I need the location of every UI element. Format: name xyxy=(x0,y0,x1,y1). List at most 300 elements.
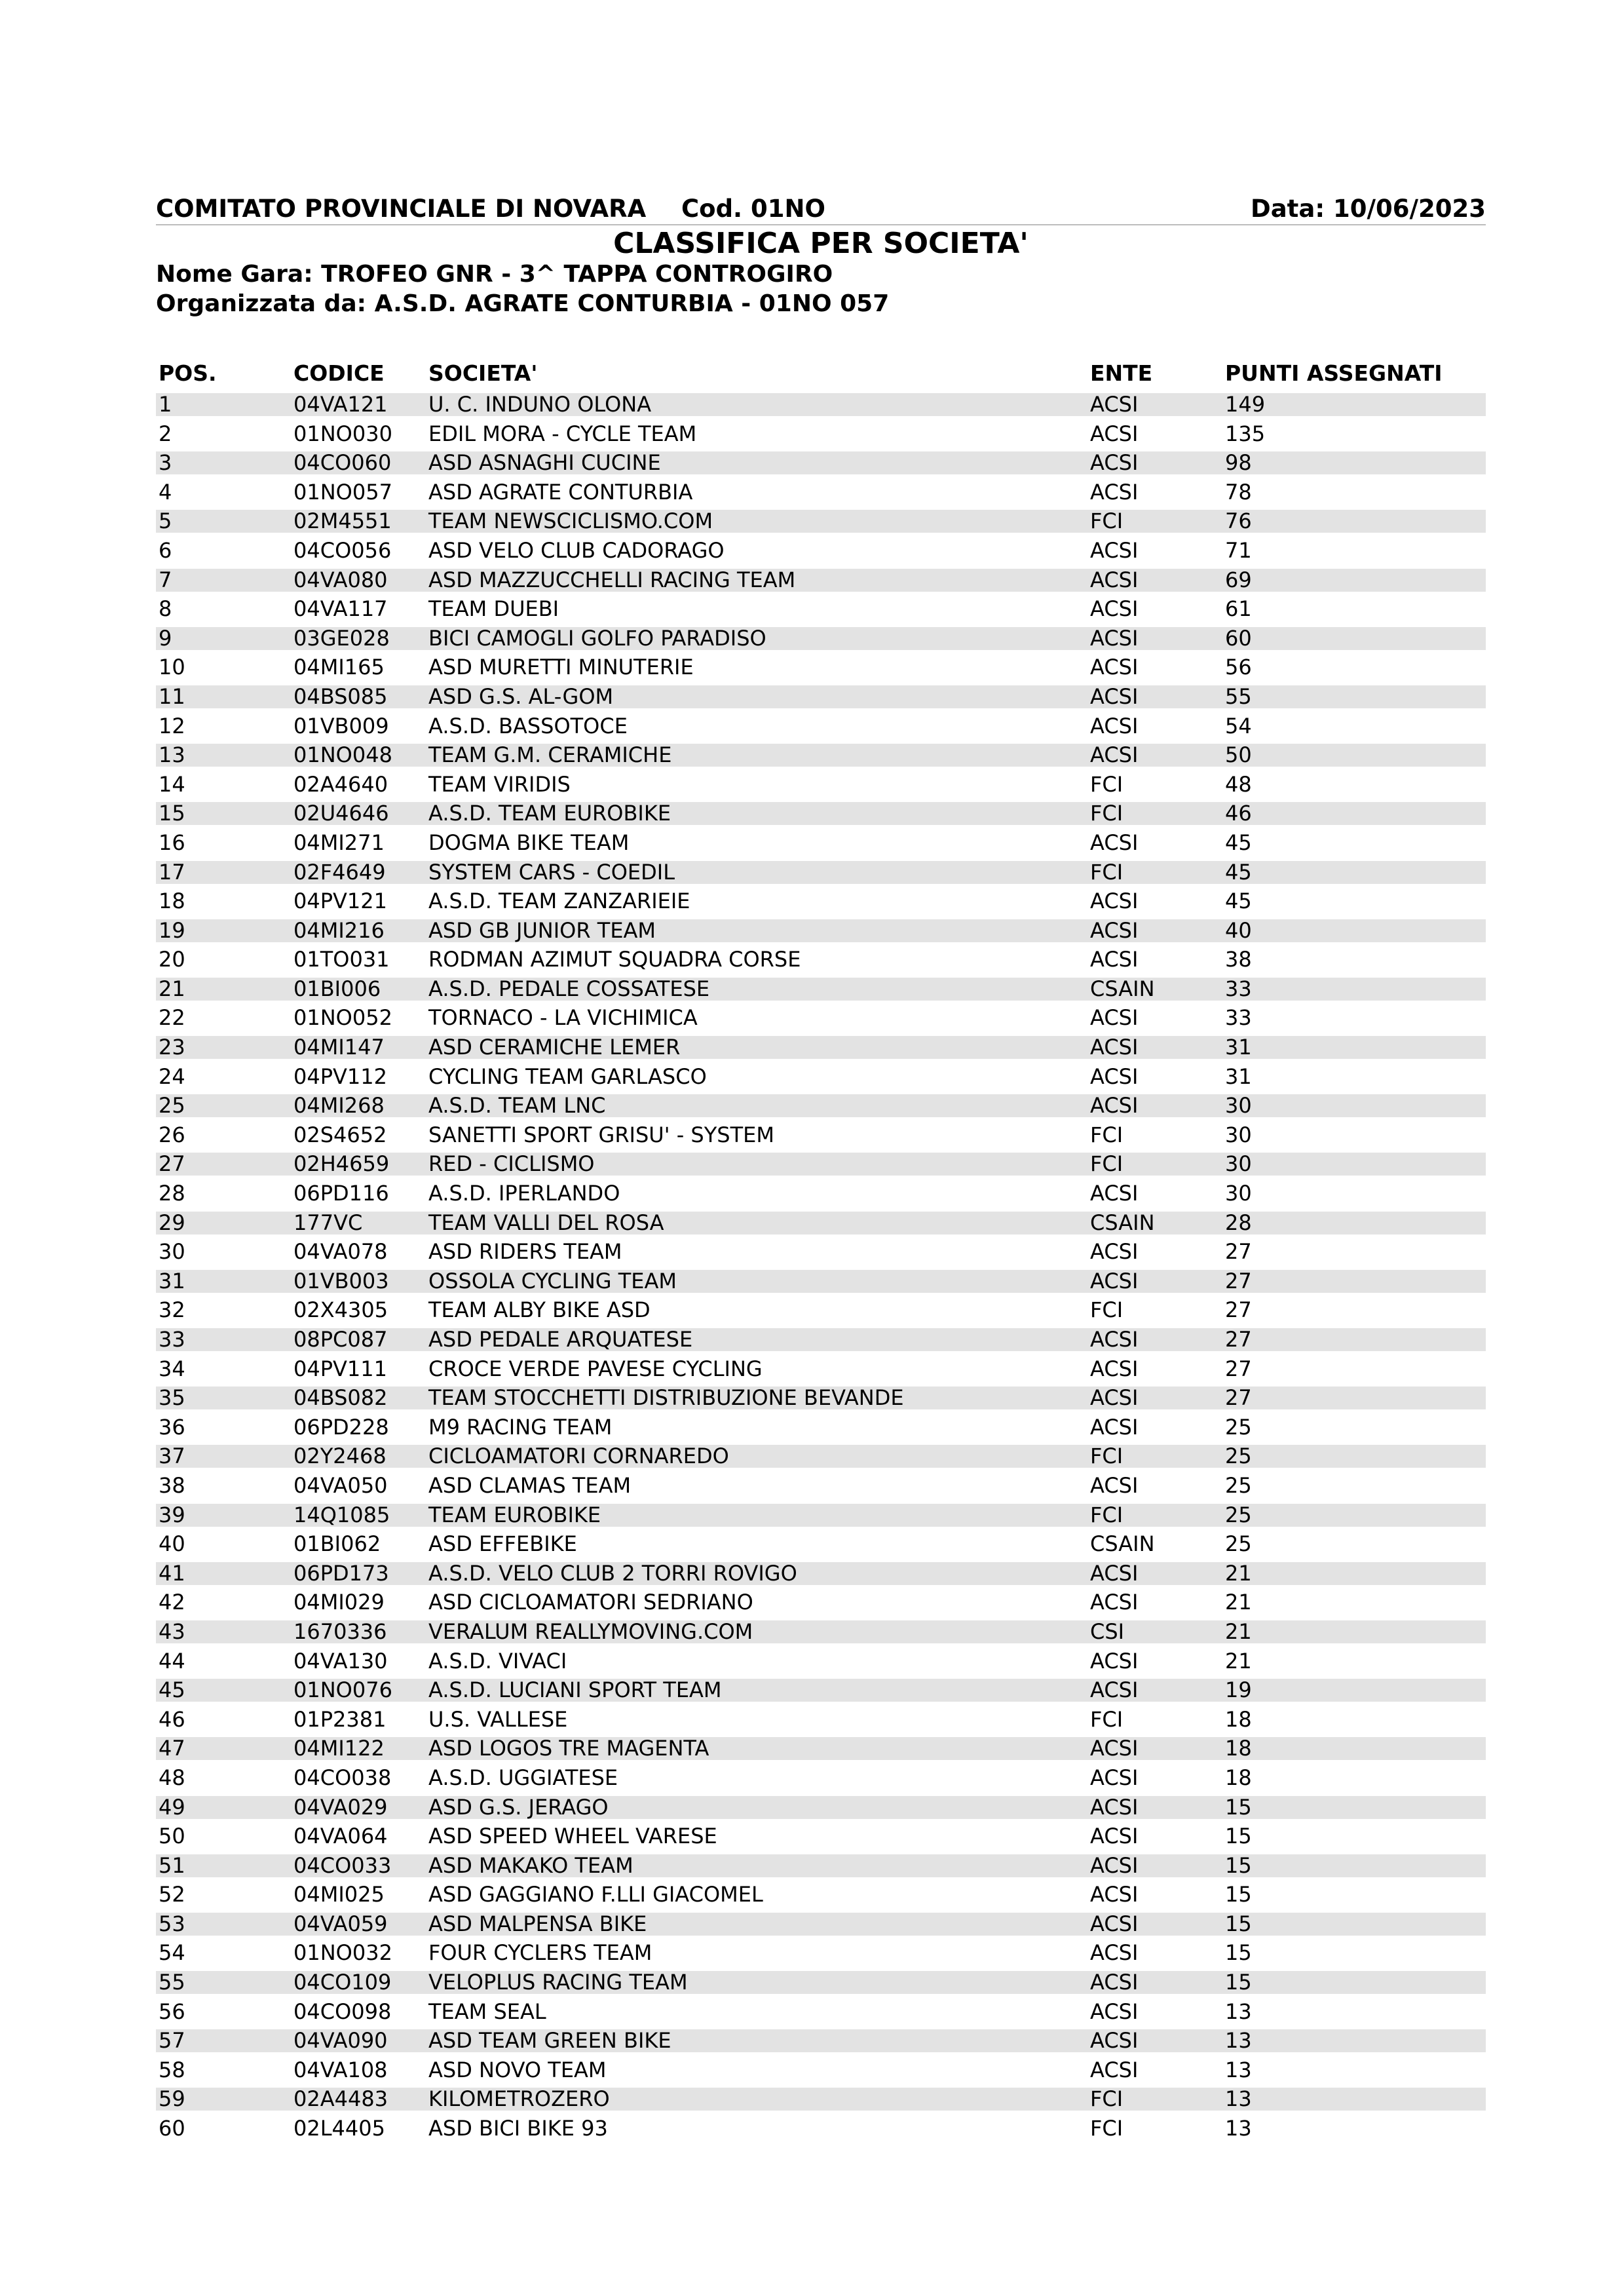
document-header xyxy=(156,194,1486,224)
table-row xyxy=(156,712,1486,741)
row-code: 04PV111 xyxy=(293,1356,387,1381)
row-society: U.S. VALLESE xyxy=(428,1706,568,1732)
row-pos: 51 xyxy=(159,1852,185,1878)
table-row xyxy=(156,1413,1486,1442)
table-row xyxy=(156,1471,1486,1501)
row-society: TORNACO - LA VICHIMICA xyxy=(428,1005,698,1031)
row-code: 02A4483 xyxy=(293,2086,388,2112)
table-row xyxy=(156,1793,1486,1822)
row-ente: CSI xyxy=(1090,1618,1125,1644)
row-ente: ACSI xyxy=(1090,479,1139,505)
row-society: U. C. INDUNO OLONA xyxy=(428,392,652,417)
row-society: M9 RACING TEAM xyxy=(428,1414,613,1440)
row-society: VELOPLUS RACING TEAM xyxy=(428,1970,688,1995)
row-pos: 41 xyxy=(159,1560,185,1586)
row-code: 04CO060 xyxy=(293,450,392,476)
row-code: 04CO038 xyxy=(293,1765,392,1790)
row-code: 04VA090 xyxy=(293,2028,388,2054)
results-table xyxy=(156,390,1486,2143)
row-ente: FCI xyxy=(1090,1151,1124,1177)
row-points: 21 xyxy=(1225,1560,1252,1586)
row-points: 48 xyxy=(1225,771,1252,797)
table-row xyxy=(156,1325,1486,1354)
row-ente: ACSI xyxy=(1090,1794,1139,1820)
row-ente: FCI xyxy=(1090,1122,1124,1147)
row-points: 31 xyxy=(1225,1063,1252,1089)
row-code: 04MI216 xyxy=(293,917,385,943)
row-code: 02F4649 xyxy=(293,859,386,885)
row-ente: ACSI xyxy=(1090,421,1139,446)
row-society: RODMAN AZIMUT SQUADRA CORSE xyxy=(428,947,801,972)
table-row xyxy=(156,1880,1486,1909)
table-row xyxy=(156,682,1486,712)
row-code: 04PV112 xyxy=(293,1063,387,1089)
row-pos: 44 xyxy=(159,1648,185,1674)
row-code: 04VA080 xyxy=(293,567,388,592)
row-points: 38 xyxy=(1225,947,1252,972)
table-row xyxy=(156,1383,1486,1413)
row-pos: 17 xyxy=(159,859,185,885)
row-ente: ACSI xyxy=(1090,1911,1139,1936)
row-ente: FCI xyxy=(1090,508,1124,534)
row-code: 04VA130 xyxy=(293,1648,388,1674)
row-ente: ACSI xyxy=(1090,450,1139,476)
row-pos: 30 xyxy=(159,1239,185,1265)
table-row xyxy=(156,1822,1486,1851)
table-row xyxy=(156,2114,1486,2143)
row-society: TEAM STOCCHETTI DISTRIBUZIONE BEVANDE xyxy=(428,1385,904,1411)
table-row xyxy=(156,1354,1486,1384)
row-ente: CSAIN xyxy=(1090,976,1155,1001)
table-row xyxy=(156,1149,1486,1179)
row-society: ASD PEDALE ARQUATESE xyxy=(428,1327,693,1352)
row-points: 18 xyxy=(1225,1736,1252,1761)
row-points: 149 xyxy=(1225,392,1266,417)
row-points: 15 xyxy=(1225,1852,1252,1878)
row-points: 27 xyxy=(1225,1297,1252,1323)
row-code: 04PV121 xyxy=(293,889,387,914)
row-points: 13 xyxy=(1225,1999,1252,2024)
table-row xyxy=(156,1559,1486,1588)
row-pos: 29 xyxy=(159,1210,185,1235)
row-points: 27 xyxy=(1225,1356,1252,1381)
row-code: 14Q1085 xyxy=(293,1502,390,1527)
row-ente: FCI xyxy=(1090,2116,1124,2141)
table-row xyxy=(156,1179,1486,1208)
table-row xyxy=(156,1938,1486,1968)
row-points: 98 xyxy=(1225,450,1252,476)
row-code: 01TO031 xyxy=(293,947,390,972)
row-ente: FCI xyxy=(1090,2086,1124,2112)
table-row xyxy=(156,478,1486,507)
table-row xyxy=(156,507,1486,536)
row-code: 04BS082 xyxy=(293,1385,388,1411)
row-points: 76 xyxy=(1225,508,1252,534)
table-row xyxy=(156,2084,1486,2114)
row-code: 01VB009 xyxy=(293,713,389,738)
row-ente: ACSI xyxy=(1090,1999,1139,2024)
row-code: 02Y2468 xyxy=(293,1444,387,1469)
row-ente: ACSI xyxy=(1090,1852,1139,1878)
row-code: 06PD116 xyxy=(293,1181,389,1206)
row-points: 27 xyxy=(1225,1239,1252,1265)
row-points: 45 xyxy=(1225,859,1252,885)
row-pos: 1 xyxy=(159,392,172,417)
row-code: 04VA059 xyxy=(293,1911,388,1936)
row-ente: CSAIN xyxy=(1090,1210,1155,1235)
table-row xyxy=(156,974,1486,1004)
race-name: Nome Gara: TROFEO GNR - 3^ TAPPA CONTROGIRO xyxy=(156,261,833,288)
row-society: CYCLING TEAM GARLASCO xyxy=(428,1063,707,1089)
row-society: ASD G.S. JERAGO xyxy=(428,1794,609,1820)
row-points: 135 xyxy=(1225,421,1266,446)
row-ente: ACSI xyxy=(1090,1356,1139,1381)
row-ente: FCI xyxy=(1090,771,1124,797)
row-society: ASD GAGGIANO F.LLI GIACOMEL xyxy=(428,1882,763,1907)
row-pos: 60 xyxy=(159,2116,185,2141)
table-row xyxy=(156,945,1486,974)
row-pos: 36 xyxy=(159,1414,185,1440)
table-header xyxy=(156,359,1486,388)
row-society: CICLOAMATORI CORNAREDO xyxy=(428,1444,729,1469)
row-pos: 25 xyxy=(159,1093,185,1119)
row-pos: 23 xyxy=(159,1035,185,1060)
row-pos: 8 xyxy=(159,596,172,622)
row-points: 15 xyxy=(1225,1882,1252,1907)
row-code: 04VA050 xyxy=(293,1472,388,1498)
row-pos: 19 xyxy=(159,917,185,943)
row-society: RED - CICLISMO xyxy=(428,1151,595,1177)
table-row xyxy=(156,1501,1486,1530)
row-points: 45 xyxy=(1225,830,1252,855)
row-society: TEAM EUROBIKE xyxy=(428,1502,601,1527)
row-code: 01NO052 xyxy=(293,1005,392,1031)
row-pos: 33 xyxy=(159,1327,185,1352)
row-code: 02A4640 xyxy=(293,771,388,797)
row-pos: 47 xyxy=(159,1736,185,1761)
row-ente: ACSI xyxy=(1090,1824,1139,1849)
row-ente: FCI xyxy=(1090,801,1124,826)
row-society: ASD SPEED WHEEL VARESE xyxy=(428,1824,717,1849)
row-ente: FCI xyxy=(1090,1706,1124,1732)
row-pos: 12 xyxy=(159,713,185,738)
row-pos: 6 xyxy=(159,537,172,563)
row-points: 13 xyxy=(1225,2086,1252,2112)
organizer: Organizzata da: A.S.D. AGRATE CONTURBIA - 01NO 057 xyxy=(156,290,890,317)
row-society: ASD RIDERS TEAM xyxy=(428,1239,622,1265)
row-points: 27 xyxy=(1225,1268,1252,1293)
row-code: 01NO057 xyxy=(293,479,392,505)
row-code: 04MI165 xyxy=(293,655,385,680)
table-row xyxy=(156,1120,1486,1150)
page-title: CLASSIFICA PER SOCIETA' xyxy=(613,227,1029,260)
row-points: 13 xyxy=(1225,2116,1252,2141)
row-points: 33 xyxy=(1225,1005,1252,1031)
row-ente: ACSI xyxy=(1090,947,1139,972)
row-points: 15 xyxy=(1225,1970,1252,1995)
row-points: 21 xyxy=(1225,1618,1252,1644)
table-row xyxy=(156,1208,1486,1238)
row-ente: ACSI xyxy=(1090,596,1139,622)
row-code: 04VA117 xyxy=(293,596,388,622)
row-code: 177VC xyxy=(293,1210,363,1235)
row-points: 15 xyxy=(1225,1824,1252,1849)
row-code: 04VA078 xyxy=(293,1239,388,1265)
row-code: 04VA029 xyxy=(293,1794,388,1820)
row-code: 04VA121 xyxy=(293,392,388,417)
row-pos: 4 xyxy=(159,479,172,505)
row-code: 04BS085 xyxy=(293,683,388,709)
table-row xyxy=(156,390,1486,419)
row-points: 18 xyxy=(1225,1765,1252,1790)
row-code: 02L4405 xyxy=(293,2116,385,2141)
row-society: ASD CLAMAS TEAM xyxy=(428,1472,632,1498)
row-points: 27 xyxy=(1225,1385,1252,1411)
row-society: ASD ASNAGHI CUCINE xyxy=(428,450,661,476)
row-pos: 2 xyxy=(159,421,172,446)
row-code: 04CO056 xyxy=(293,537,392,563)
row-points: 61 xyxy=(1225,596,1252,622)
row-points: 69 xyxy=(1225,567,1252,592)
row-points: 30 xyxy=(1225,1181,1252,1206)
row-ente: ACSI xyxy=(1090,1765,1139,1790)
row-ente: ACSI xyxy=(1090,1560,1139,1586)
row-points: 55 xyxy=(1225,683,1252,709)
row-ente: ACSI xyxy=(1090,1181,1139,1206)
table-row xyxy=(156,448,1486,478)
row-points: 28 xyxy=(1225,1210,1252,1235)
row-ente: CSAIN xyxy=(1090,1531,1155,1557)
row-pos: 22 xyxy=(159,1005,185,1031)
row-society: A.S.D. PEDALE COSSATESE xyxy=(428,976,710,1001)
row-pos: 54 xyxy=(159,1940,185,1966)
row-points: 60 xyxy=(1225,625,1252,651)
row-society: ASD MAKAKO TEAM xyxy=(428,1852,633,1878)
row-points: 13 xyxy=(1225,2057,1252,2082)
row-society: ASD TEAM GREEN BIKE xyxy=(428,2028,671,2054)
column-header-society: SOCIETA' xyxy=(428,360,538,386)
row-pos: 21 xyxy=(159,976,185,1001)
row-society: A.S.D. LUCIANI SPORT TEAM xyxy=(428,1677,722,1703)
row-pos: 28 xyxy=(159,1181,185,1206)
row-ente: ACSI xyxy=(1090,1970,1139,1995)
row-code: 01VB003 xyxy=(293,1268,389,1293)
row-society: OSSOLA CYCLING TEAM xyxy=(428,1268,677,1293)
row-ente: ACSI xyxy=(1090,625,1139,651)
row-code: 02S4652 xyxy=(293,1122,387,1147)
table-row xyxy=(156,1588,1486,1617)
table-row xyxy=(156,594,1486,624)
row-society: ASD AGRATE CONTURBIA xyxy=(428,479,693,505)
row-society: TEAM DUEBI xyxy=(428,596,559,622)
row-pos: 11 xyxy=(159,683,185,709)
table-row xyxy=(156,624,1486,653)
row-ente: ACSI xyxy=(1090,1590,1139,1615)
row-society: BICI CAMOGLI GOLFO PARADISO xyxy=(428,625,766,651)
row-points: 40 xyxy=(1225,917,1252,943)
row-ente: FCI xyxy=(1090,1444,1124,1469)
row-points: 15 xyxy=(1225,1940,1252,1966)
row-pos: 40 xyxy=(159,1531,185,1557)
row-code: 02M4551 xyxy=(293,508,392,534)
column-header-points: PUNTI ASSEGNATI xyxy=(1225,360,1443,386)
table-row xyxy=(156,1675,1486,1705)
row-points: 78 xyxy=(1225,479,1252,505)
row-points: 13 xyxy=(1225,2028,1252,2054)
column-header-code: CODICE xyxy=(293,360,385,386)
table-row xyxy=(156,1091,1486,1120)
row-points: 46 xyxy=(1225,801,1252,826)
row-pos: 18 xyxy=(159,889,185,914)
row-pos: 3 xyxy=(159,450,172,476)
row-society: FOUR CYCLERS TEAM xyxy=(428,1940,652,1966)
row-pos: 13 xyxy=(159,742,185,768)
table-row xyxy=(156,1997,1486,2027)
row-ente: FCI xyxy=(1090,1502,1124,1527)
row-code: 01BI006 xyxy=(293,976,381,1001)
table-row xyxy=(156,799,1486,828)
row-points: 19 xyxy=(1225,1677,1252,1703)
table-row xyxy=(156,1267,1486,1296)
row-code: 04MI147 xyxy=(293,1035,385,1060)
table-row xyxy=(156,887,1486,916)
row-code: 04CO109 xyxy=(293,1970,392,1995)
row-ente: ACSI xyxy=(1090,683,1139,709)
row-society: A.S.D. VIVACI xyxy=(428,1648,567,1674)
row-pos: 31 xyxy=(159,1268,185,1293)
row-society: A.S.D. UGGIATESE xyxy=(428,1765,618,1790)
row-ente: ACSI xyxy=(1090,1035,1139,1060)
row-society: A.S.D. BASSOTOCE xyxy=(428,713,628,738)
row-pos: 52 xyxy=(159,1882,185,1907)
row-pos: 15 xyxy=(159,801,185,826)
row-ente: ACSI xyxy=(1090,1385,1139,1411)
row-code: 01NO076 xyxy=(293,1677,392,1703)
table-row xyxy=(156,1734,1486,1763)
row-ente: ACSI xyxy=(1090,1882,1139,1907)
table-row xyxy=(156,536,1486,565)
row-code: 02U4646 xyxy=(293,801,389,826)
row-pos: 55 xyxy=(159,1970,185,1995)
row-society: ASD NOVO TEAM xyxy=(428,2057,607,2082)
row-society: KILOMETROZERO xyxy=(428,2086,610,2112)
row-society: A.S.D. IPERLANDO xyxy=(428,1181,620,1206)
row-pos: 26 xyxy=(159,1122,185,1147)
row-code: 01P2381 xyxy=(293,1706,387,1732)
row-ente: ACSI xyxy=(1090,830,1139,855)
table-row xyxy=(156,1529,1486,1559)
table-row xyxy=(156,1617,1486,1647)
row-society: A.S.D. TEAM EUROBIKE xyxy=(428,801,671,826)
row-ente: ACSI xyxy=(1090,1239,1139,1265)
row-pos: 38 xyxy=(159,1472,185,1498)
row-pos: 37 xyxy=(159,1444,185,1469)
row-code: 04MI025 xyxy=(293,1882,385,1907)
row-society: VERALUM REALLYMOVING.COM xyxy=(428,1618,753,1644)
table-row xyxy=(156,1909,1486,1939)
row-points: 25 xyxy=(1225,1414,1252,1440)
row-pos: 42 xyxy=(159,1590,185,1615)
table-row xyxy=(156,770,1486,799)
row-pos: 57 xyxy=(159,2028,185,2054)
row-pos: 53 xyxy=(159,1911,185,1936)
row-society: ASD CICLOAMATORI SEDRIANO xyxy=(428,1590,753,1615)
table-row xyxy=(156,1033,1486,1062)
row-ente: FCI xyxy=(1090,859,1124,885)
table-row xyxy=(156,916,1486,946)
row-code: 04CO033 xyxy=(293,1852,392,1878)
row-points: 25 xyxy=(1225,1472,1252,1498)
row-code: 01BI062 xyxy=(293,1531,381,1557)
row-code: 04CO098 xyxy=(293,1999,392,2024)
row-code: 06PD228 xyxy=(293,1414,389,1440)
row-code: 04VA064 xyxy=(293,1824,388,1849)
row-code: 03GE028 xyxy=(293,625,390,651)
row-ente: ACSI xyxy=(1090,1414,1139,1440)
row-ente: ACSI xyxy=(1090,567,1139,592)
table-row xyxy=(156,653,1486,682)
row-code: 04MI271 xyxy=(293,830,385,855)
row-points: 27 xyxy=(1225,1327,1252,1352)
row-society: ASD LOGOS TRE MAGENTA xyxy=(428,1736,709,1761)
row-pos: 46 xyxy=(159,1706,185,1732)
row-points: 30 xyxy=(1225,1093,1252,1119)
table-row xyxy=(156,1647,1486,1676)
row-society: TEAM G.M. CERAMICHE xyxy=(428,742,672,768)
row-society: TEAM NEWSCICLISMO.COM xyxy=(428,508,713,534)
row-ente: ACSI xyxy=(1090,537,1139,563)
row-code: 04MI122 xyxy=(293,1736,385,1761)
row-society: ASD G.S. AL-GOM xyxy=(428,683,614,709)
row-ente: ACSI xyxy=(1090,392,1139,417)
row-society: ASD MALPENSA BIKE xyxy=(428,1911,647,1936)
row-society: ASD MAZZUCCHELLI RACING TEAM xyxy=(428,567,796,592)
table-row xyxy=(156,2056,1486,2085)
row-society: SYSTEM CARS - COEDIL xyxy=(428,859,675,885)
row-points: 21 xyxy=(1225,1648,1252,1674)
row-points: 33 xyxy=(1225,976,1252,1001)
table-row xyxy=(156,1003,1486,1033)
row-society: DOGMA BIKE TEAM xyxy=(428,830,630,855)
row-pos: 5 xyxy=(159,508,172,534)
row-pos: 39 xyxy=(159,1502,185,1527)
row-code: 1670336 xyxy=(293,1618,387,1644)
row-society: SANETTI SPORT GRISU' - SYSTEM xyxy=(428,1122,774,1147)
row-society: TEAM VALLI DEL ROSA xyxy=(428,1210,664,1235)
row-ente: ACSI xyxy=(1090,2057,1139,2082)
row-society: ASD BICI BIKE 93 xyxy=(428,2116,608,2141)
row-pos: 14 xyxy=(159,771,185,797)
row-code: 02X4305 xyxy=(293,1297,388,1323)
table-row xyxy=(156,1851,1486,1881)
row-pos: 24 xyxy=(159,1063,185,1089)
row-ente: ACSI xyxy=(1090,1472,1139,1498)
row-pos: 50 xyxy=(159,1824,185,1849)
row-points: 30 xyxy=(1225,1122,1252,1147)
row-pos: 59 xyxy=(159,2086,185,2112)
table-row xyxy=(156,419,1486,449)
row-code: 02H4659 xyxy=(293,1151,390,1177)
row-society: TEAM ALBY BIKE ASD xyxy=(428,1297,651,1323)
row-code: 01NO048 xyxy=(293,742,392,768)
row-points: 56 xyxy=(1225,655,1252,680)
row-society: ASD VELO CLUB CADORAGO xyxy=(428,537,725,563)
row-pos: 35 xyxy=(159,1385,185,1411)
row-pos: 9 xyxy=(159,625,172,651)
row-pos: 27 xyxy=(159,1151,185,1177)
column-header-pos: POS. xyxy=(159,360,217,386)
row-code: 04VA108 xyxy=(293,2057,388,2082)
